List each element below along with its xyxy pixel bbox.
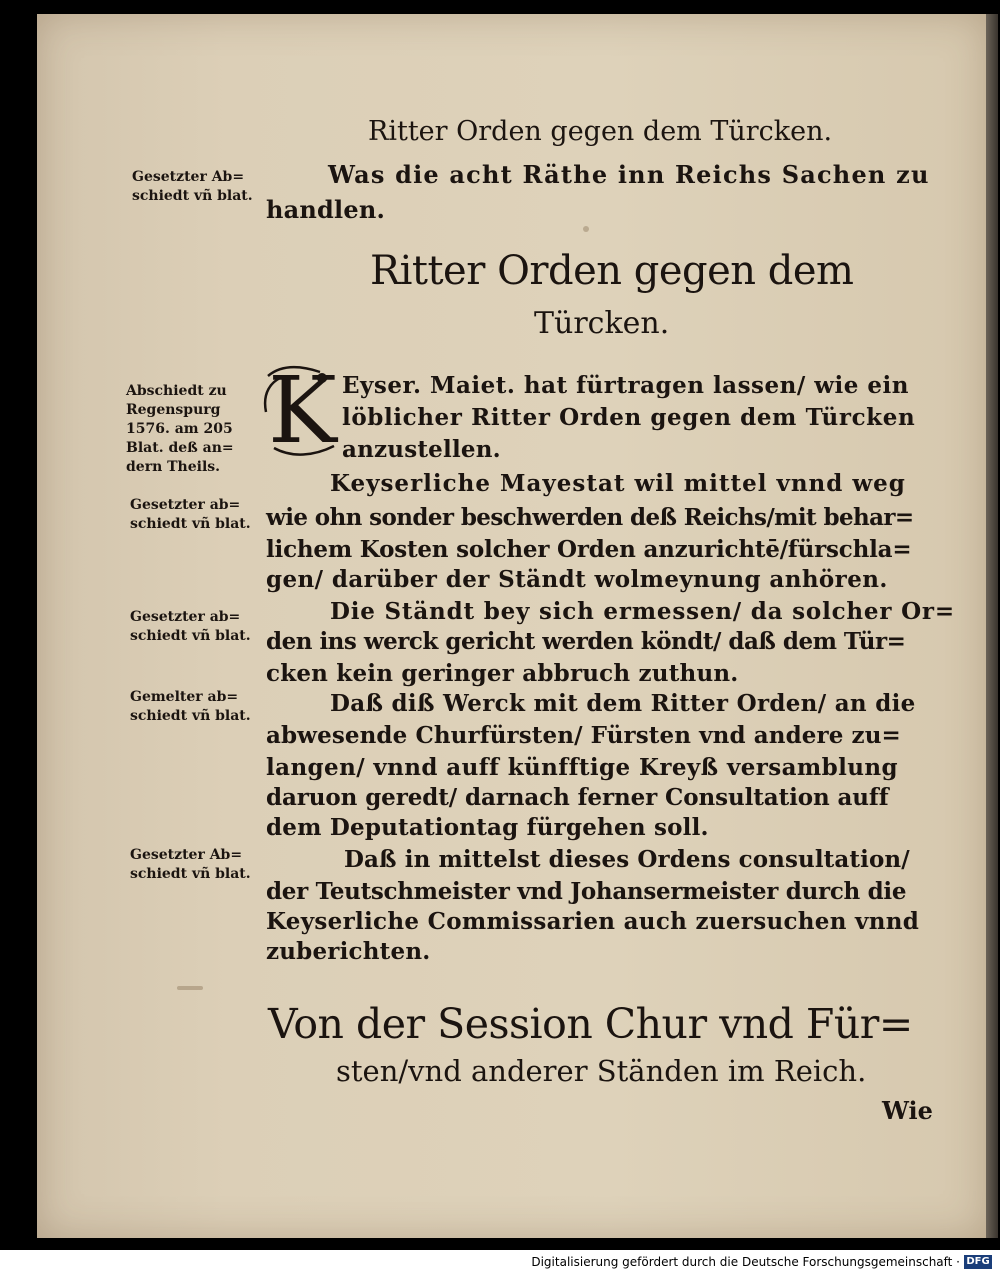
margin-note	[130, 496, 251, 534]
closing-title-line-1: Von der Session Chur vnd Für=	[268, 1000, 913, 1048]
body-line: wie ohn sonder beschwerden deß Reichs/mit behar=	[266, 504, 914, 531]
margin-note-line: Regenspurg	[126, 402, 221, 418]
body-line: lichem Kosten solcher Orden anzurichtē/fürschla=	[266, 536, 912, 563]
body-line: daruon geredt/ darnach ferner Consultation auff	[266, 784, 889, 811]
dfg-logo-icon: DFG	[964, 1255, 992, 1269]
body-line: langen/ vnnd auff künfftige Kreyß versamblung	[266, 754, 899, 781]
margin-note-line: schiedt vñ blat.	[130, 628, 251, 644]
body-line: der Teutschmeister vnd Johansermeister durch die	[266, 878, 907, 905]
ink-stain	[583, 226, 589, 232]
body-line: abwesende Churfürsten/ Fürsten vnd andere zu=	[266, 722, 901, 749]
margin-note	[132, 168, 253, 206]
body-line: Daß diß Werck mit dem Ritter Orden/ an die	[330, 690, 916, 717]
margin-note-line: Gesetzter Ab=	[130, 847, 243, 863]
body-line: zuberichten.	[266, 938, 431, 965]
section-title-line-1: Ritter Orden gegen dem	[370, 248, 854, 294]
body-line: cken kein geringer abbruch zuthun.	[266, 660, 739, 687]
footer-credit: Digitalisierung gefördert durch die Deutsche Forschungsgemeinschaft ·	[531, 1255, 960, 1269]
margin-note-line: schiedt vñ blat.	[130, 708, 251, 724]
margin-note-line: Gesetzter Ab=	[132, 169, 245, 185]
margin-note-line: schiedt vñ blat.	[130, 516, 251, 532]
body-line: Keyserliche Mayestat wil mittel vnnd weg	[330, 470, 906, 497]
body-line: den ins werck gericht werden köndt/ daß dem Tür=	[266, 628, 906, 655]
body-line: Die Ständt bey sich ermessen/ da solcher Or=	[330, 598, 955, 625]
closing-title-line-2: sten/vnd anderer Ständen im Reich.	[336, 1054, 867, 1088]
margin-note	[130, 608, 251, 646]
margin-note	[126, 382, 234, 477]
intro-line-2: handlen.	[266, 195, 386, 224]
body-line: löblicher Ritter Orden gegen dem Türcken	[342, 404, 916, 431]
margin-note-line: Gemelter ab=	[130, 689, 239, 705]
initial-letter: K	[268, 357, 337, 464]
margin-note-line: schiedt vñ blat.	[130, 866, 251, 882]
intro-line-1: Was die acht Räthe inn Reichs Sachen zu	[328, 160, 930, 189]
margin-note-line: Gesetzter ab=	[130, 497, 241, 513]
margin-note-line: schiedt vñ blat.	[132, 188, 253, 204]
margin-note-line: Abschiedt zu	[126, 383, 227, 399]
body-line: anzustellen.	[342, 436, 501, 463]
margin-note	[130, 846, 251, 884]
margin-note-line: Gesetzter ab=	[130, 609, 241, 625]
margin-note	[130, 688, 251, 726]
ink-stain	[177, 986, 203, 990]
margin-note-line: dern Theils.	[126, 459, 221, 475]
body-line: gen/ darüber der Ständt wolmeynung anhören.	[266, 566, 888, 593]
page-edge	[986, 14, 998, 1238]
running-head: Ritter Orden gegen dem Türcken.	[368, 116, 833, 147]
body-line: Keyserliche Commissarien auch zuersuchen vnnd	[266, 908, 920, 935]
margin-note-line: 1576. am 205	[126, 421, 233, 437]
body-line: Daß in mittelst dieses Ordens consultation/	[344, 846, 910, 873]
catchword: Wie	[882, 1096, 933, 1125]
section-title-line-2: Türcken.	[534, 306, 670, 341]
body-line: dem Deputationtag fürgehen soll.	[266, 814, 709, 841]
body-line: Eyser. Maiet. hat fürtragen lassen/ wie ein	[342, 372, 910, 399]
margin-note-line: Blat. deß an=	[126, 440, 234, 456]
